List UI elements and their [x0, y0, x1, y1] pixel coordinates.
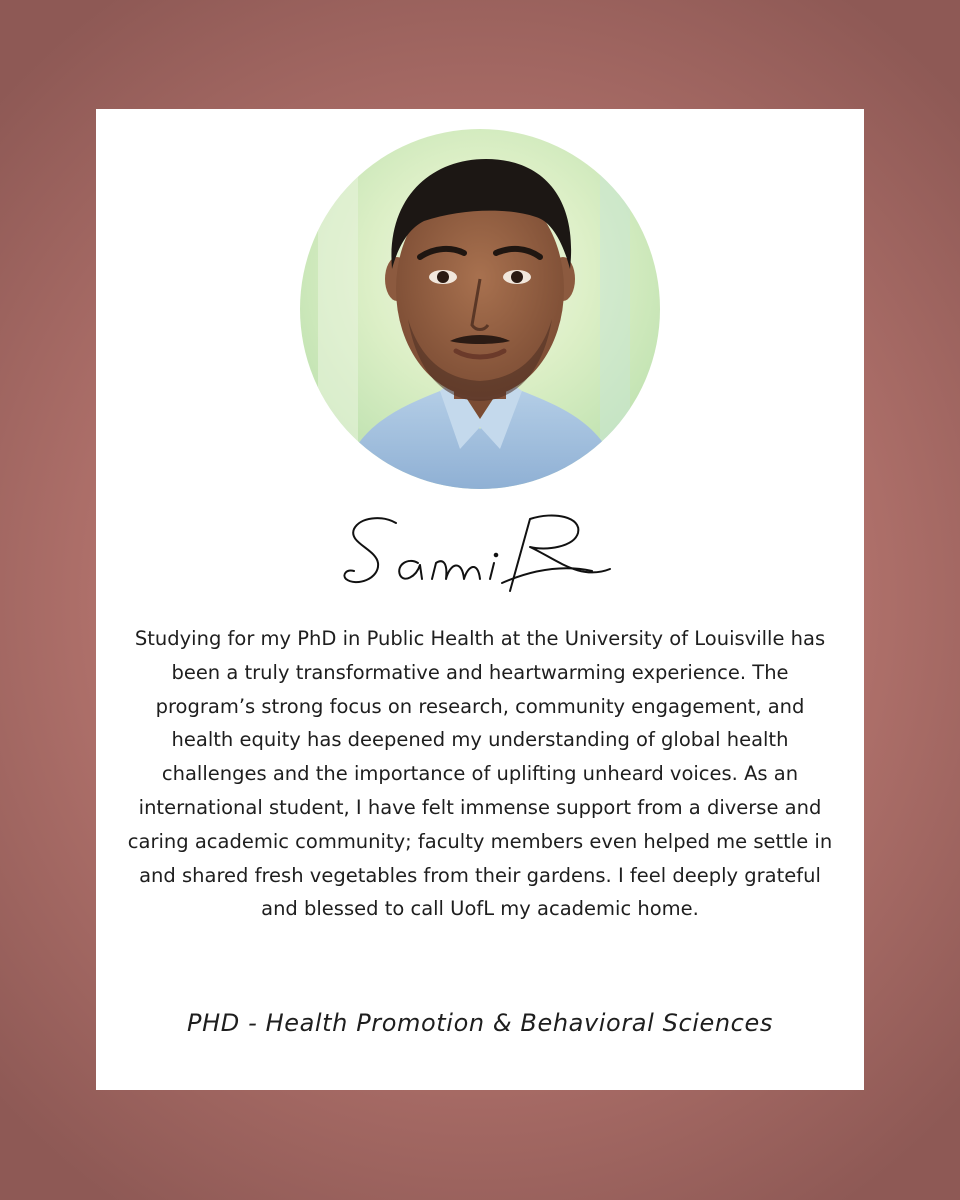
signature-logo [334, 499, 634, 599]
testimonial-text: Studying for my PhD in Public Health at the University of Louisville has been a truly transformative and heartwarming experience. The program’s strong focus on research, community engagement, and health equity has deepened my understanding of global health challenges and the importance of uplifting unheard voices. As an international student, I have felt immense support from a diverse and caring academic community; faculty members even helped me settle in and shared fresh vegetables from their gardens. I feel deeply grateful and blessed to call UofL my academic home. [127, 627, 833, 921]
program-title: PHD - Health Promotion & Behavioral Sciences [187, 1009, 773, 1037]
portrait-photo [300, 129, 660, 489]
testimonial-card [96, 109, 864, 1090]
